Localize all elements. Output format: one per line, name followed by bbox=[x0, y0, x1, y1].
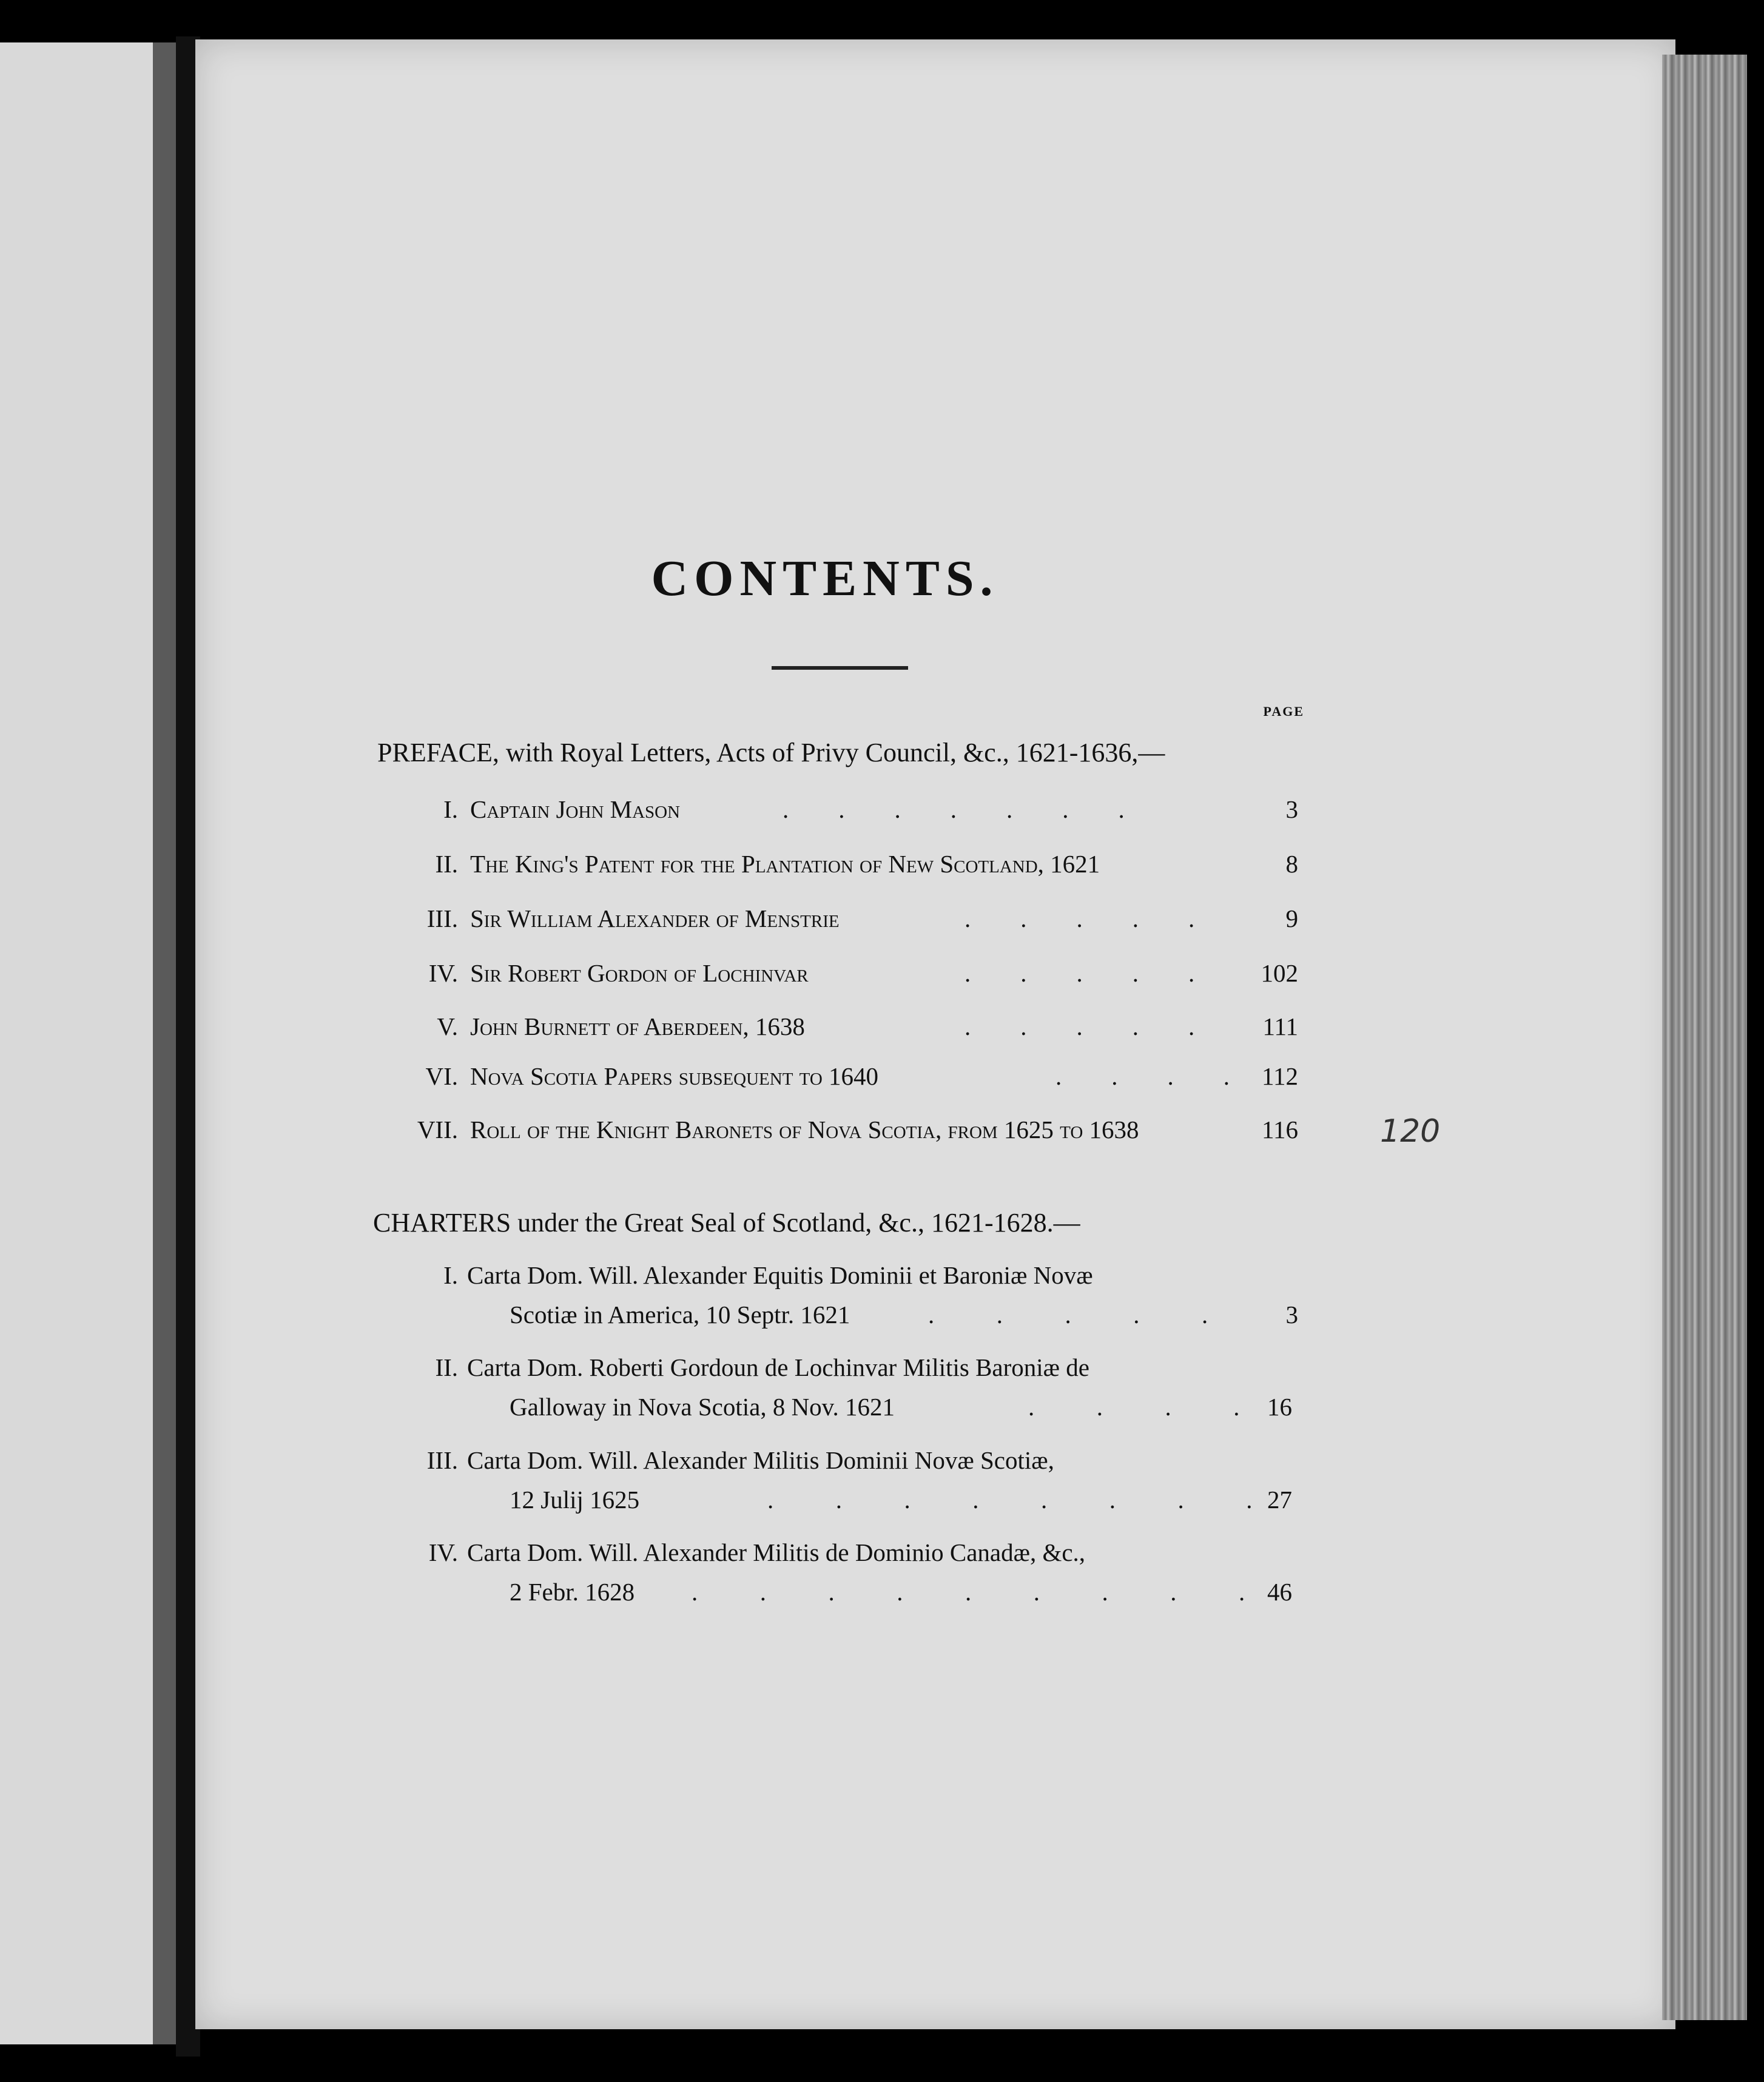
entry-title: The King's Patent for the Plantation of New Scotland, 1621 bbox=[470, 850, 1100, 878]
entry-numeral: V. bbox=[437, 1012, 458, 1040]
entry-title-line1: Carta Dom. Roberti Gordoun de Lochinvar Militis Baroniæ de bbox=[467, 1353, 1089, 1381]
entry-title: Nova Scotia Papers subsequent to 1640 bbox=[470, 1062, 879, 1090]
dot-leader: . . . . . bbox=[964, 905, 1195, 932]
entry-page: 3 bbox=[1285, 1301, 1298, 1329]
entry-title-line1: Carta Dom. Will. Alexander Equitis Dominii et Baroniæ Novæ bbox=[467, 1261, 1093, 1289]
dot-leader: . . . . . . . . . bbox=[692, 1578, 1245, 1606]
entry-page: 116 bbox=[1262, 1116, 1298, 1144]
entry-title-line2: Galloway in Nova Scotia, 8 Nov. 1621 bbox=[510, 1393, 895, 1421]
title-rule bbox=[772, 666, 908, 670]
dot-leader: . . . . . bbox=[964, 959, 1195, 987]
page-column-label: PAGE bbox=[1263, 704, 1304, 719]
entry-numeral: III. bbox=[426, 905, 458, 932]
entry-page: 16 bbox=[1267, 1393, 1292, 1421]
dot-leader: . . . . . bbox=[928, 1301, 1208, 1329]
page-title: CONTENTS. bbox=[651, 550, 999, 607]
entry-numeral: VII. bbox=[417, 1116, 458, 1144]
entry-title-line2: Scotiæ in America, 10 Septr. 1621 bbox=[510, 1301, 850, 1329]
entry-title: Captain John Mason bbox=[470, 795, 681, 823]
entry-page: 9 bbox=[1285, 905, 1298, 932]
entry-page: 46 bbox=[1267, 1578, 1292, 1606]
entry-numeral: II. bbox=[435, 1353, 458, 1381]
entry-page: 8 bbox=[1285, 850, 1298, 878]
entry-numeral: II. bbox=[435, 850, 458, 878]
entry-page: 3 bbox=[1285, 795, 1298, 823]
entry-title: Sir Robert Gordon of Lochinvar bbox=[470, 959, 809, 987]
entry-numeral: I. bbox=[443, 795, 458, 823]
dot-leader: . . . . . . . bbox=[783, 795, 1125, 823]
page-block-edge bbox=[1662, 55, 1747, 2020]
entry-numeral: VI. bbox=[425, 1062, 458, 1090]
entry-page: 27 bbox=[1267, 1486, 1292, 1514]
entry-numeral: IV. bbox=[428, 959, 458, 987]
dot-leader: . . . . bbox=[1028, 1393, 1240, 1421]
entry-title-line1: Carta Dom. Will. Alexander Militis Dominii Novæ Scotiæ, bbox=[467, 1446, 1054, 1474]
dot-leader: . . . . . . . . bbox=[767, 1486, 1253, 1514]
entry-numeral: I. bbox=[443, 1261, 458, 1289]
dot-leader: . . . . . bbox=[964, 1012, 1195, 1040]
dot-leader: . . . . bbox=[1055, 1062, 1230, 1090]
entry-title-line2: 12 Julij 1625 bbox=[510, 1486, 640, 1514]
handwritten-annotation: 120 bbox=[1380, 1113, 1441, 1150]
entry-title: Sir William Alexander of Menstrie bbox=[470, 905, 840, 932]
entry-title: Roll of the Knight Baronets of Nova Scotia, from 1625 to 1638 bbox=[470, 1116, 1139, 1144]
entry-page: 112 bbox=[1262, 1062, 1298, 1090]
entry-page: 111 bbox=[1262, 1012, 1298, 1040]
preface-heading: PREFACE, with Royal Letters, Acts of Privy Council, &c., 1621-1636,— bbox=[377, 738, 1165, 767]
entry-title: John Burnett of Aberdeen, 1638 bbox=[470, 1012, 805, 1040]
charters-heading: CHARTERS under the Great Seal of Scotland, &c., 1621-1628.— bbox=[373, 1208, 1080, 1238]
entry-title-line1: Carta Dom. Will. Alexander Militis de Dominio Canadæ, &c., bbox=[467, 1538, 1086, 1566]
entry-title-line2: 2 Febr. 1628 bbox=[510, 1578, 635, 1606]
entry-page: 102 bbox=[1261, 959, 1298, 987]
entry-numeral: IV. bbox=[428, 1538, 458, 1566]
entry-numeral: III. bbox=[426, 1446, 458, 1474]
